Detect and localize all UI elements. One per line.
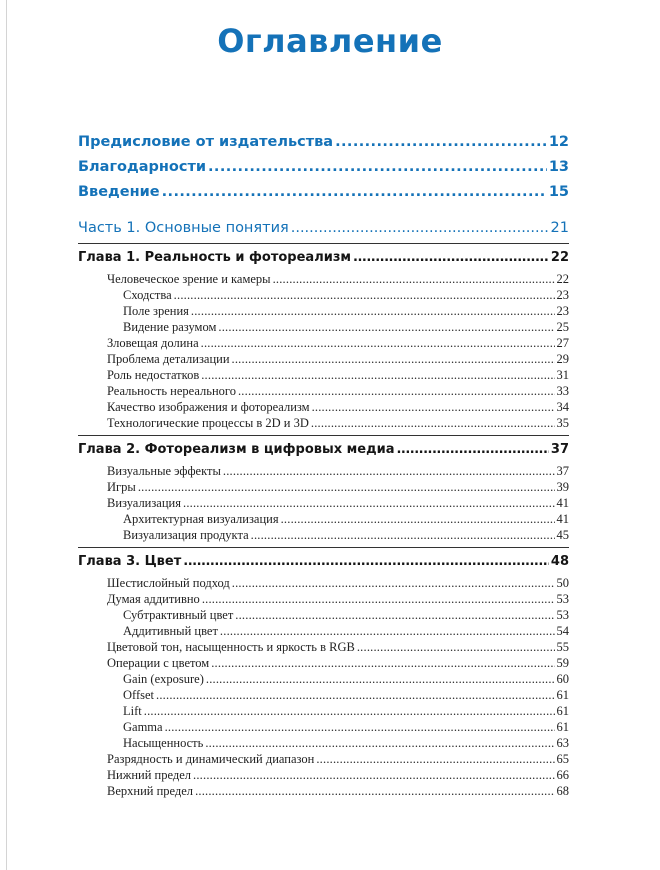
leader-dots bbox=[312, 400, 555, 415]
leader-dots bbox=[144, 704, 555, 719]
toc-entry-label: Качество изображения и фотореализм bbox=[107, 400, 310, 414]
toc-subsection-entry[interactable] bbox=[78, 608, 569, 623]
toc-chapter-entry[interactable] bbox=[78, 442, 569, 457]
toc-entry-label: Цветовой тон, насыщенность и яркость в RGB bbox=[107, 640, 355, 654]
toc-subsection-entry[interactable] bbox=[78, 688, 569, 703]
toc-entry-label: Поле зрения bbox=[123, 304, 189, 318]
toc-section-entry[interactable] bbox=[78, 368, 569, 383]
toc-section-entry[interactable] bbox=[78, 768, 569, 783]
toc-entry-label: Глава 3. Цвет bbox=[78, 554, 182, 569]
toc-entry-page: 34 bbox=[556, 400, 569, 414]
chapter-divider bbox=[78, 243, 569, 244]
toc-subsection-entry[interactable] bbox=[78, 736, 569, 751]
toc-entry-label: Визуализация продукта bbox=[123, 528, 249, 542]
toc-section-entry[interactable] bbox=[78, 496, 569, 511]
toc-section-entry[interactable] bbox=[78, 384, 569, 399]
toc-entry-label: Сходства bbox=[123, 288, 172, 302]
toc-entry-label: Визуализация bbox=[107, 496, 181, 510]
toc-entry-page: 53 bbox=[556, 592, 569, 606]
toc-entry-page: 60 bbox=[556, 672, 569, 686]
toc-subsection-entry[interactable] bbox=[78, 672, 569, 687]
leader-dots bbox=[205, 736, 554, 751]
toc-entry-page: 61 bbox=[556, 704, 569, 718]
toc-entry-page: 53 bbox=[556, 608, 569, 622]
toc-entry-page: 55 bbox=[556, 640, 569, 654]
leader-dots bbox=[162, 184, 547, 200]
toc-entry-label: Lift bbox=[123, 704, 142, 718]
leader-dots bbox=[202, 592, 555, 607]
toc-entry-label: Насыщенность bbox=[123, 736, 204, 750]
toc-entry-page: 12 bbox=[548, 134, 569, 150]
leader-dots bbox=[138, 480, 555, 495]
toc-entry-label: Субтрактивный цвет bbox=[123, 608, 234, 622]
leader-dots bbox=[183, 496, 555, 511]
leader-dots bbox=[335, 134, 547, 150]
toc-entry-page: 33 bbox=[556, 384, 569, 398]
toc-entry-label: Gamma bbox=[123, 720, 163, 734]
toc-entry-label: Глава 1. Реальность и фотореализм bbox=[78, 250, 352, 265]
leader-dots bbox=[238, 384, 555, 399]
leader-dots bbox=[311, 416, 555, 431]
leader-dots bbox=[223, 464, 555, 479]
toc-chapter-entry[interactable] bbox=[78, 554, 569, 569]
leader-dots bbox=[211, 656, 554, 671]
toc-entry-label: Введение bbox=[78, 184, 160, 200]
chapter-divider bbox=[78, 547, 569, 548]
toc-subsection-entry[interactable] bbox=[78, 720, 569, 735]
toc-entry-label: Разрядность и динамический диапазон bbox=[107, 752, 315, 766]
toc-entry-page: 37 bbox=[550, 442, 569, 457]
toc-subsection-entry[interactable] bbox=[78, 704, 569, 719]
toc-entry-label: Аддитивный цвет bbox=[123, 624, 218, 638]
toc-entry-page: 41 bbox=[556, 496, 569, 510]
toc-entry-label: Благодарности bbox=[78, 159, 207, 175]
toc-entry-label: Offset bbox=[123, 688, 155, 702]
toc-entry-label: Человеческое зрение и камеры bbox=[107, 272, 271, 286]
toc-entry-page: 48 bbox=[550, 554, 569, 569]
page-edge bbox=[6, 0, 7, 870]
leader-dots bbox=[156, 688, 554, 703]
toc-subsection-entry[interactable] bbox=[78, 512, 569, 527]
toc-section-entry[interactable] bbox=[78, 784, 569, 799]
toc-entry-page: 68 bbox=[556, 784, 569, 798]
toc-entry-label: Предисловие от издательства bbox=[78, 134, 334, 150]
toc-front-entry[interactable] bbox=[78, 184, 569, 200]
toc-front-entry[interactable] bbox=[78, 159, 569, 175]
leader-dots bbox=[232, 352, 555, 367]
leader-dots bbox=[357, 640, 555, 655]
toc-entry-label: Реальность нереального bbox=[107, 384, 236, 398]
toc-section-entry[interactable] bbox=[78, 416, 569, 431]
leader-dots bbox=[174, 288, 555, 303]
toc-entry-label: Архитектурная визуализация bbox=[123, 512, 279, 526]
toc-section-entry[interactable] bbox=[78, 352, 569, 367]
leader-dots bbox=[193, 768, 554, 783]
leader-dots bbox=[353, 250, 549, 265]
toc-entry-page: 22 bbox=[550, 250, 569, 265]
leader-dots bbox=[251, 528, 555, 543]
toc-entry-label: Шестислойный подход bbox=[107, 576, 230, 590]
leader-dots bbox=[206, 672, 555, 687]
toc-entry-page: 39 bbox=[556, 480, 569, 494]
toc-entry-page: 41 bbox=[556, 512, 569, 526]
leader-dots bbox=[218, 320, 554, 335]
leader-dots bbox=[191, 304, 555, 319]
leader-dots bbox=[195, 784, 554, 799]
toc-entry-label: Видение разумом bbox=[123, 320, 217, 334]
leader-dots bbox=[291, 220, 549, 236]
leader-dots bbox=[220, 624, 555, 639]
toc-entry-page: 35 bbox=[556, 416, 569, 430]
toc-section-entry[interactable] bbox=[78, 640, 569, 655]
leader-dots bbox=[281, 512, 555, 527]
toc-section-entry[interactable] bbox=[78, 576, 569, 591]
toc-entry-page: 45 bbox=[556, 528, 569, 542]
toc-entry-page: 15 bbox=[548, 184, 569, 200]
toc-entry-label: Часть 1. Основные понятия bbox=[78, 220, 289, 236]
toc-section-entry[interactable] bbox=[78, 272, 569, 287]
toc-section-entry[interactable] bbox=[78, 336, 569, 351]
toc-entry-label: Роль недостатков bbox=[107, 368, 200, 382]
leader-dots bbox=[165, 720, 555, 735]
toc-front-entry[interactable] bbox=[78, 134, 569, 150]
toc-entry-page: 63 bbox=[556, 736, 569, 750]
toc-entry-label: Думая аддитивно bbox=[107, 592, 200, 606]
toc-entry-label: Зловещая долина bbox=[107, 336, 199, 350]
leader-dots bbox=[316, 752, 554, 767]
toc-entry-label: Визуальные эффекты bbox=[107, 464, 221, 478]
toc-entry-label: Верхний предел bbox=[107, 784, 194, 798]
toc-entry-label: Игры bbox=[107, 480, 136, 494]
page-title: Оглавление bbox=[217, 22, 443, 60]
toc-entry-page: 22 bbox=[556, 272, 569, 286]
toc-entry-page: 13 bbox=[548, 159, 569, 175]
toc-chapter-entry[interactable] bbox=[78, 250, 569, 265]
toc-entry-page: 50 bbox=[556, 576, 569, 590]
toc-entry-page: 37 bbox=[556, 464, 569, 478]
leader-dots bbox=[273, 272, 555, 287]
toc-entry-page: 59 bbox=[556, 656, 569, 670]
toc-entry-page: 25 bbox=[556, 320, 569, 334]
chapter-divider bbox=[78, 435, 569, 436]
leader-dots bbox=[235, 608, 554, 623]
toc-section-entry[interactable] bbox=[78, 592, 569, 607]
leader-dots bbox=[232, 576, 555, 591]
toc-section-entry[interactable] bbox=[78, 656, 569, 671]
toc-section-entry[interactable] bbox=[78, 480, 569, 495]
toc-entry-label: Операции с цветом bbox=[107, 656, 210, 670]
toc-entry-page: 23 bbox=[556, 304, 569, 318]
toc-entry-page: 31 bbox=[556, 368, 569, 382]
toc-entry-label: Нижний предел bbox=[107, 768, 192, 782]
toc-subsection-entry[interactable] bbox=[78, 320, 569, 335]
toc-section-entry[interactable] bbox=[78, 752, 569, 767]
toc-entry-page: 65 bbox=[556, 752, 569, 766]
toc-entry-label: Проблема детализации bbox=[107, 352, 230, 366]
toc-entry-page: 66 bbox=[556, 768, 569, 782]
toc-entry-label: Gain (exposure) bbox=[123, 672, 204, 686]
leader-dots bbox=[183, 554, 549, 569]
leader-dots bbox=[396, 442, 548, 457]
leader-dots bbox=[201, 368, 554, 383]
leader-dots bbox=[201, 336, 555, 351]
toc-entry-page: 23 bbox=[556, 288, 569, 302]
toc-entry-label: Технологические процессы в 2D и 3D bbox=[107, 416, 309, 430]
toc-subsection-entry[interactable] bbox=[78, 624, 569, 639]
toc-entry-page: 21 bbox=[550, 220, 569, 236]
toc-entry-page: 27 bbox=[556, 336, 569, 350]
toc-entry-page: 61 bbox=[556, 720, 569, 734]
toc-subsection-entry[interactable] bbox=[78, 288, 569, 303]
toc-subsection-entry[interactable] bbox=[78, 528, 569, 543]
toc-entry-label: Глава 2. Фотореализм в цифровых медиа bbox=[78, 442, 395, 457]
leader-dots bbox=[208, 159, 547, 175]
toc-section-entry[interactable] bbox=[78, 464, 569, 479]
toc-entry-page: 29 bbox=[556, 352, 569, 366]
toc-entry-page: 61 bbox=[556, 688, 569, 702]
toc-section-entry[interactable] bbox=[78, 400, 569, 415]
toc-subsection-entry[interactable] bbox=[78, 304, 569, 319]
toc-part-entry[interactable] bbox=[78, 220, 569, 236]
toc-entry-page: 54 bbox=[556, 624, 569, 638]
